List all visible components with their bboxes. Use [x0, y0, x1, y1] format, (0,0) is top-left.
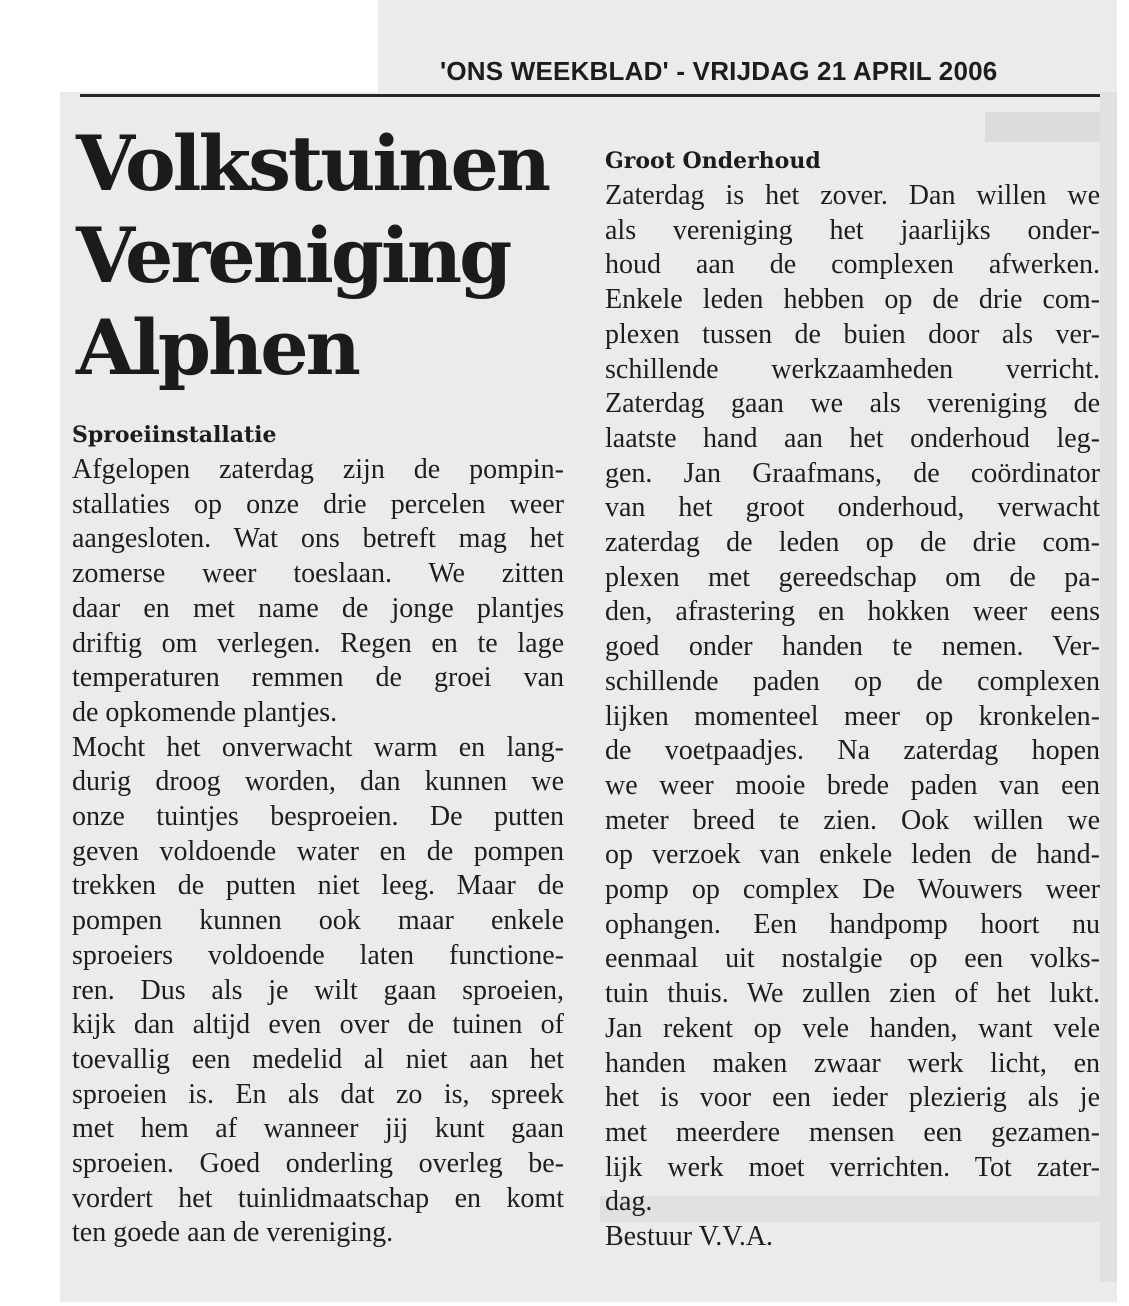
masthead: 'ONS WEEKBLAD' - VRIJDAG 21 APRIL 2006: [440, 56, 998, 86]
article-line: goed onder handen te nemen. Ver-: [605, 631, 1100, 663]
article-line: sproeien is. En als dat zo is, spreek: [72, 1078, 564, 1110]
article-line: de opkomende plantjes.: [72, 696, 338, 728]
article-line: pompen kunnen ook maar enkele: [72, 905, 564, 937]
article-line: trekken de putten niet leeg. Maar de: [72, 870, 564, 902]
article-line: schillende paden op de complexen: [605, 665, 1100, 697]
article-line: den, afrastering en hokken weer eens: [605, 596, 1100, 628]
article-line: met meerdere mensen een gezamen-: [605, 1116, 1100, 1148]
article-column-left: [72, 417, 564, 1251]
headline-line: Alphen: [76, 303, 358, 392]
article-line: plexen met gereedschap om de pa-: [605, 561, 1100, 593]
article-line: sproeien. Goed onderling overleg be-: [72, 1148, 564, 1180]
bleed-through-block: [985, 112, 1100, 142]
article-line: we weer mooie brede paden van een: [605, 769, 1100, 801]
article-line: lijken momenteel meer op kronkelen-: [605, 700, 1100, 732]
article-line: houd aan de complexen afwerken.: [605, 249, 1100, 281]
headline: [76, 118, 596, 394]
article-line: stallaties op onze drie percelen weer: [72, 488, 564, 520]
article-line: de voetpaadjes. Na zaterdag hopen: [605, 735, 1100, 767]
article-line: eenmaal uit nostalgie op een volks-: [605, 943, 1100, 975]
article-line: handen maken zwaar werk licht, en: [605, 1047, 1100, 1079]
article-line: toevallig een medelid al niet aan het: [72, 1043, 564, 1075]
article-line: tuin thuis. We zullen zien of het lukt.: [605, 978, 1100, 1010]
paper-edge-shadow: [1100, 92, 1117, 1282]
article-line: ren. Dus als je wilt gaan sproeien,: [72, 974, 564, 1006]
article-line: Zaterdag is het zover. Dan willen we: [605, 180, 1100, 211]
article-line: lijk werk moet verrichten. Tot zater-: [605, 1151, 1100, 1183]
article-column-right: [605, 143, 1100, 1255]
article-line: van het groot onderhoud, verwacht: [605, 492, 1100, 524]
article-line: kijk dan altijd even over de tuinen of: [72, 1009, 564, 1041]
article-line: vordert het tuinlidmaatschap en komt: [72, 1182, 564, 1214]
masthead-rule: [80, 94, 1100, 97]
article-line: laatste hand aan het onderhoud leg-: [605, 422, 1100, 454]
article-line: sproeiers voldoende laten functione-: [72, 939, 564, 971]
article-line: Zaterdag gaan we als vereniging de: [605, 388, 1100, 420]
article-line: pomp op complex De Wouwers weer: [605, 874, 1100, 906]
article-line: durig droog worden, dan kunnen we: [72, 766, 564, 798]
section-subhead: Sproeiinstallatie: [72, 422, 277, 448]
article-line: temperaturen remmen de groei van: [72, 662, 564, 694]
section-subhead: Groot Onderhoud: [605, 148, 821, 174]
article-line: het is voor een ieder plezierig als je: [605, 1082, 1100, 1114]
headline-line: Volkstuinen: [76, 119, 549, 208]
article-line: schillende werkzaamheden verricht.: [605, 353, 1100, 385]
headline-line: Vereniging: [76, 211, 510, 300]
article-line: gen. Jan Graafmans, de coördinator: [605, 457, 1100, 489]
article-line: Enkele leden hebben op de drie com-: [605, 284, 1100, 316]
article-line: geven voldoende water en de pompen: [72, 835, 564, 867]
article-line: dag.: [605, 1186, 653, 1218]
article-line: op verzoek van enkele leden de hand-: [605, 839, 1100, 871]
article-line: aangesloten. Wat ons betreft mag het: [72, 523, 564, 555]
article-line: plexen tussen de buien door als ver-: [605, 318, 1100, 350]
article-line: Jan rekent op vele handen, want vele: [605, 1012, 1100, 1044]
article-line: zaterdag de leden op de drie com-: [605, 527, 1100, 559]
article-line: onze tuintjes besproeien. De putten: [72, 801, 564, 833]
article-line: ophangen. Een handpomp hoort nu: [605, 908, 1100, 940]
article-line: zomerse weer toeslaan. We zitten: [72, 558, 564, 590]
article-line: als vereniging het jaarlijks onder-: [605, 214, 1100, 246]
article-line: meter breed te zien. Ook willen we: [605, 804, 1100, 836]
article-line: daar en met name de jonge plantjes: [72, 592, 564, 624]
article-line: met hem af wanneer jij kunt gaan: [72, 1113, 564, 1145]
article-line: ten goede aan de vereniging.: [72, 1217, 394, 1249]
article-line: Afgelopen zaterdag zijn de pompin-: [72, 454, 564, 485]
article-line: Mocht het onverwacht warm en lang-: [72, 731, 564, 763]
signature: Bestuur V.V.A.: [605, 1221, 774, 1253]
article-line: driftig om verlegen. Regen en te lage: [72, 627, 564, 659]
